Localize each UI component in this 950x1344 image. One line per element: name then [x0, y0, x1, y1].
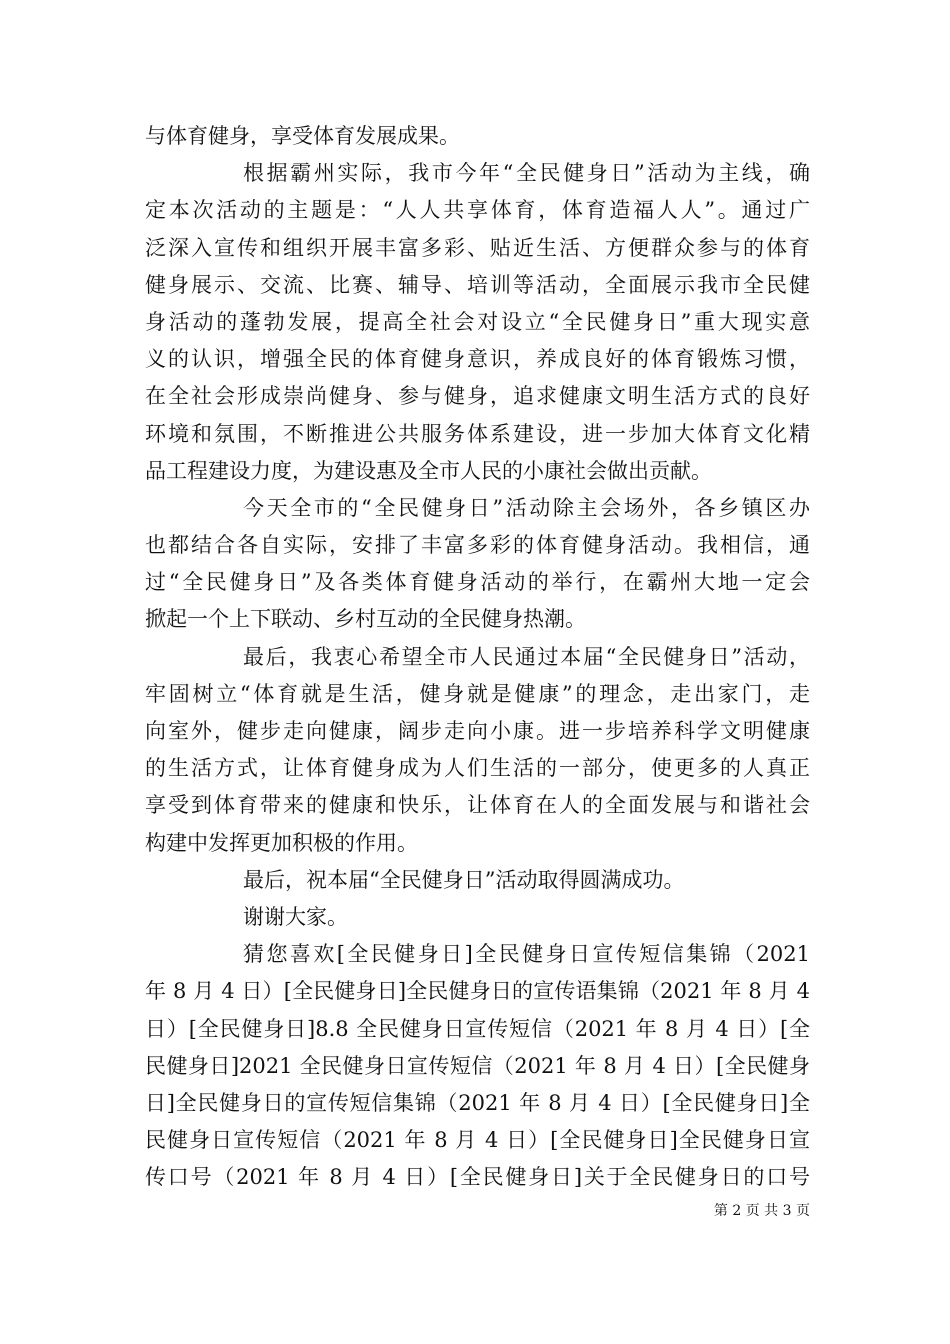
text-line: 猜您喜欢[全民健身日]全民健身日宣传短信集锦（2021 [243, 942, 810, 967]
text-line: 根据霸州实际，我市今年“全民健身日”活动为主线，确 [243, 161, 810, 186]
text-line: 享受到体育带来的健康和快乐，让体育在人的全面发展与和谐社会 [145, 793, 810, 818]
text-line: 掀起一个上下联动、乡村互动的全民健身热潮。 [145, 607, 586, 632]
text-line: 向室外，健步走向健康，阔步走向小康。进一步培养科学文明健康 [145, 719, 810, 743]
page-number-footer: 第 2 页 共 3 页 [713, 1203, 810, 1219]
text-line: 谢谢大家。 [243, 904, 348, 929]
text-line: 义的认识，增强全民的体育健身意识，养成良好的体育锻炼习惯， [145, 347, 810, 372]
text-line: 年 8 月 4 日）[全民健身日]全民健身日的宣传语集锦（2021 年 8 月 4 [145, 979, 810, 1004]
text-line: 与体育健身，享受体育发展成果。 [145, 124, 460, 148]
text-line: 的生活方式，让体育健身成为人们生活的一部分，使更多的人真正 [145, 756, 810, 781]
text-line: 最后，祝本届“全民健身日”活动取得圆满成功。 [243, 867, 685, 892]
document-body [145, 118, 810, 1196]
text-line: 过“全民健身日”及各类体育健身活动的举行，在霸州大地一定会 [145, 570, 810, 595]
text-line: 也都结合各自实际，安排了丰富多彩的体育健身活动。我相信，通 [145, 533, 810, 558]
text-line: 构建中发挥更加积极的作用。 [145, 830, 418, 855]
text-line: 今天全市的“全民健身日”活动除主会场外，各乡镇区办 [243, 495, 810, 520]
text-line: 传口号（2021 年 8 月 4 日）[全民健身日]关于全民健身日的口号 [145, 1165, 810, 1190]
text-line: 最后，我衷心希望全市人民通过本届“全民健身日”活动， [243, 644, 810, 669]
text-line: 民健身日宣传短信（2021 年 8 月 4 日）[全民健身日]全民健身日宣 [145, 1128, 810, 1153]
text-line: 牢固树立“体育就是生活，健身就是健康”的理念，走出家门，走 [145, 681, 810, 706]
text-line: 定本次活动的主题是：“人人共享体育，体育造福人人”。通过广 [145, 198, 810, 223]
text-line: 在全社会形成崇尚健身、参与健身，追求健康文明生活方式的良好 [145, 384, 810, 409]
text-line: 环境和氛围，不断推进公共服务体系建设，进一步加大体育文化精 [145, 421, 810, 446]
text-line: 日]全民健身日的宣传短信集锦（2021 年 8 月 4 日）[全民健身日]全 [145, 1090, 810, 1115]
text-line: 品工程建设力度，为建设惠及全市人民的小康社会做出贡献。 [145, 458, 712, 483]
text-line: 日）[全民健身日]8.8 全民健身日宣传短信（2021 年 8 月 4 日）[全 [145, 1016, 810, 1041]
text-line: 健身展示、交流、比赛、辅导、培训等活动，全面展示我市全民健 [145, 272, 810, 297]
text-line: 泛深入宣传和组织开展丰富多彩、贴近生活、方便群众参与的体育 [145, 235, 810, 260]
text-line: 身活动的蓬勃发展，提高全社会对设立“全民健身日”重大现实意 [145, 309, 810, 334]
text-line: 民健身日]2021 全民健身日宣传短信（2021 年 8 月 4 日）[全民健身 [145, 1053, 810, 1078]
